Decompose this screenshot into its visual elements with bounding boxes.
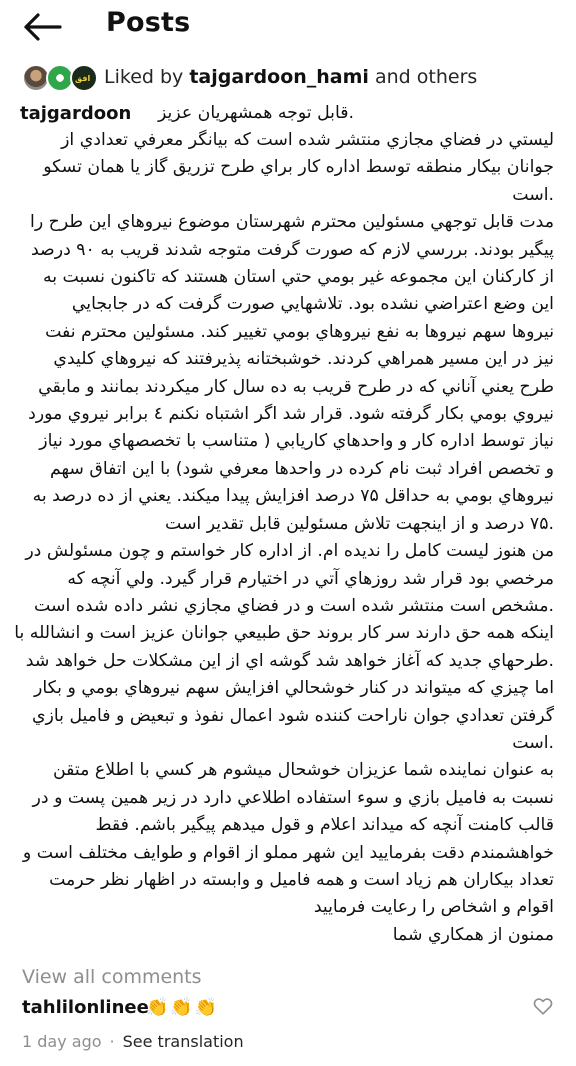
- see-translation-link[interactable]: See translation: [122, 1032, 244, 1051]
- caption-line: نيروها سهم نيروها به نفع نيروهاي بومي تغيير كند. مسئولين محترم نفت: [45, 321, 554, 342]
- caption-line: .قابل توجه همشهريان عزيز: [157, 103, 354, 123]
- caption-line: و تخصص افراد ثبت نام كرده در واحدها معرفي شود) با اين اتفاق سهم: [49, 458, 554, 479]
- arrow-left-icon[interactable]: [22, 12, 62, 42]
- post-timestamp: 1 day ago: [22, 1032, 102, 1051]
- post-meta: [22, 1032, 244, 1051]
- view-all-comments-link[interactable]: View all comments: [22, 966, 202, 988]
- caption-line: جوانان بيكار منطقه توسط اداره كار براي طرح تزريق گاز يا همان تسكو: [43, 157, 554, 178]
- liked-by-user-link[interactable]: tajgardoon_hami: [189, 66, 369, 88]
- caption-line: نياز توسط اداره كار و واحدهاي كاريابي ( متناسب با تخصصهاي مورد نياز: [39, 431, 554, 452]
- caption-line: اينكه همه حق دارند سر كار بروند حق طبيعي جوانان عزيز است و انشالله با: [14, 623, 554, 644]
- page-title: Posts: [106, 7, 191, 38]
- caption-line: اين وضع اعتراضي نشده بود. تلاشهايي صورت گرفت كه در جابجايي: [71, 294, 554, 315]
- caption-line: نسبت به فاميل بازي و سوء استفاده اطلاعي دارد در زير همين پست و در: [32, 787, 554, 808]
- liked-by-row[interactable]: [22, 62, 562, 96]
- caption-line: اما چيزي كه ميتواند در كنار خوشحالي افزايش سهم نيروهاي بومي و بكار: [34, 678, 554, 699]
- caption-line: .طرحهاي جديد كه آغاز خواهد شد گوشه اي از اين مشكلات حل خواهد شد: [25, 650, 554, 671]
- caption-line: اقوام و اشخاص را رعايت فرماييد: [313, 897, 554, 918]
- post-caption: [14, 100, 554, 949]
- meta-separator: ·: [109, 1032, 115, 1051]
- caption-line: قالب كامنت آنچه كه ميداند اعلام و قول ميدهم پيگير باشم. فقط: [95, 815, 554, 836]
- top-comment: [22, 997, 562, 1027]
- header: [0, 0, 576, 52]
- caption-line: نيروهاي بومي به حداقل ۷۵ درصد افزايش پيدا ميكند. يعني از ده درصد به: [32, 486, 554, 507]
- caption-line: ليستي در فضاي مجازي منتشر شده است كه بيانگر معرفي تعدادي از: [61, 130, 554, 150]
- avatar-badge-text: افق: [75, 74, 91, 83]
- caption-line: طرح يعني آناني كه در طرح قريب به ده سال كار ميكردند بمانند و مابقي: [38, 376, 554, 397]
- caption-line: نيز در اين مسير همراهي كردند. خوشبختانه پذيرفتند كه نيروهاي كليدي: [53, 349, 554, 370]
- caption-line: .است: [512, 732, 554, 753]
- caption-first-line: [20, 100, 554, 127]
- caption-line: مدت قابل توجهي مسئولين محترم شهرستان موضوع نيروهاي اين طرح را: [30, 212, 554, 233]
- caption-line: پيگير بودند. بررسي لازم كه صورت گرفت متوجه شدند قريب به ۹۰ درصد: [30, 239, 554, 260]
- comment-text: 👏👏👏: [146, 997, 220, 1018]
- liked-prefix: Liked by: [104, 66, 190, 88]
- caption-line: .مشخص است منتشر شده است و در فضاي مجازي نشر داده شده است: [34, 595, 554, 616]
- comment-username-link[interactable]: tahlilonlinee: [22, 997, 149, 1018]
- liked-suffix: and others: [368, 66, 478, 88]
- post-username-link[interactable]: tajgardoon: [20, 103, 132, 124]
- caption-line: .است: [512, 184, 554, 205]
- heart-outline-icon[interactable]: [532, 995, 554, 1017]
- caption-line: ممنون از همكاري شما: [392, 924, 554, 945]
- caption-line: خواهشمندم دقت بفرماييد اين شهر مملو از اقوام و طوايف مختلف است و: [22, 842, 554, 863]
- caption-line: من هنوز ليست كامل را نديده ام. از اداره كار خواستم و چون مسئولش در: [25, 541, 554, 562]
- caption-line: .۷۵ درصد و از اينجهت تلاش مسئولين قابل تقدير است: [164, 513, 554, 534]
- caption-line: نيروي بومي بكار گرفته شود. قرار شد اگر اشتباه نكنم ٤ برابر نيروي مورد: [28, 404, 554, 425]
- caption-line: گرفتن تعدادي جوان ناراحت كننده شود اعمال نفوذ و تبعيض و فاميل بازي: [32, 705, 554, 726]
- caption-line: از كاركنان اين مجموعه غير بومي حتي استان هستند كه تاكنون نسبت به: [42, 267, 554, 288]
- caption-line: به عنوان نماينده شما عزيزان خوشحال ميشوم هر كسي با اطلاع متقن: [53, 760, 554, 781]
- liker-avatar-3: [70, 64, 98, 92]
- liked-by-text: [104, 66, 477, 88]
- caption-line: مرخصي بود قرار شد روزهاي آتي در اختيارم قرار گيرد. ولي آنچه كه: [67, 568, 554, 589]
- caption-line: تعداد بيكاران هم زياد است و همه فاميل و وابسته در اظهار نظر حرمت: [49, 869, 554, 890]
